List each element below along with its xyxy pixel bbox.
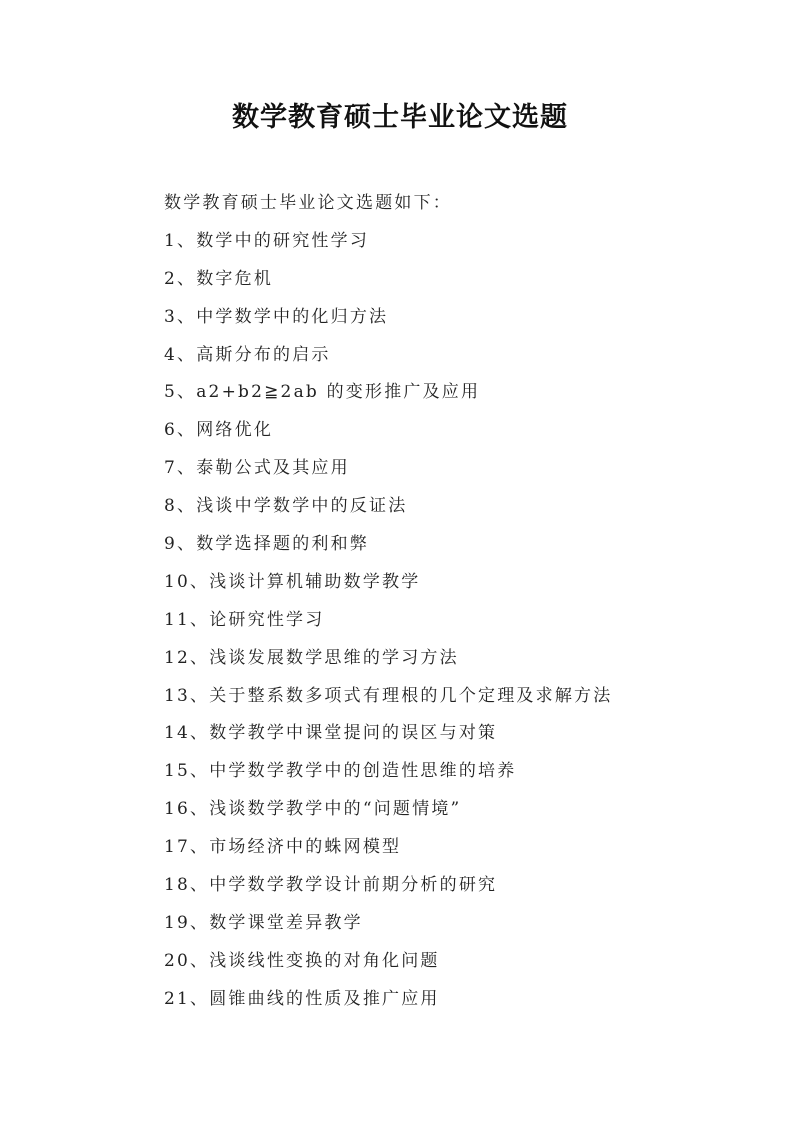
- list-item: 13、关于整系数多项式有理根的几个定理及求解方法: [164, 685, 613, 706]
- list-item: 5、a2+b2≧2ab 的变形推广及应用: [164, 382, 481, 403]
- list-item: 11、论研究性学习: [164, 609, 325, 630]
- list-item: 1、数学中的研究性学习: [164, 230, 370, 251]
- list-item: 16、浅谈数学教学中的“问题情境”: [164, 799, 462, 820]
- list-item: 4、高斯分布的启示: [164, 344, 331, 365]
- list-item: 21、圆锥曲线的性质及推广应用: [164, 988, 440, 1009]
- list-item: 20、浅谈线性变换的对角化问题: [164, 950, 440, 971]
- intro-paragraph: 数学教育硕士毕业论文选题如下：: [164, 193, 452, 213]
- list-item: 12、浅谈发展数学思维的学习方法: [164, 647, 459, 668]
- list-item: 7、泰勒公式及其应用: [164, 458, 350, 479]
- document-body: [164, 185, 764, 1019]
- document-title: 数学教育硕士毕业论文选题: [232, 102, 568, 133]
- list-item: 19、数学课堂差异教学: [164, 912, 363, 933]
- list-item: 14、数学教学中课堂提问的误区与对策: [164, 723, 498, 744]
- list-item: 17、市场经济中的蛛网模型: [164, 837, 402, 858]
- list-item: 10、浅谈计算机辅助数学教学: [164, 571, 421, 592]
- list-item: 2、数字危机: [164, 268, 274, 289]
- list-item: 9、数学选择题的利和弊: [164, 534, 370, 555]
- list-item: 8、浅谈中学数学中的反证法: [164, 496, 408, 517]
- list-item: 6、网络优化: [164, 420, 274, 441]
- list-item: 18、中学数学教学设计前期分析的研究: [164, 875, 498, 896]
- list-item: 3、中学数学中的化归方法: [164, 306, 389, 327]
- list-item: 15、中学数学教学中的创造性思维的培养: [164, 761, 517, 782]
